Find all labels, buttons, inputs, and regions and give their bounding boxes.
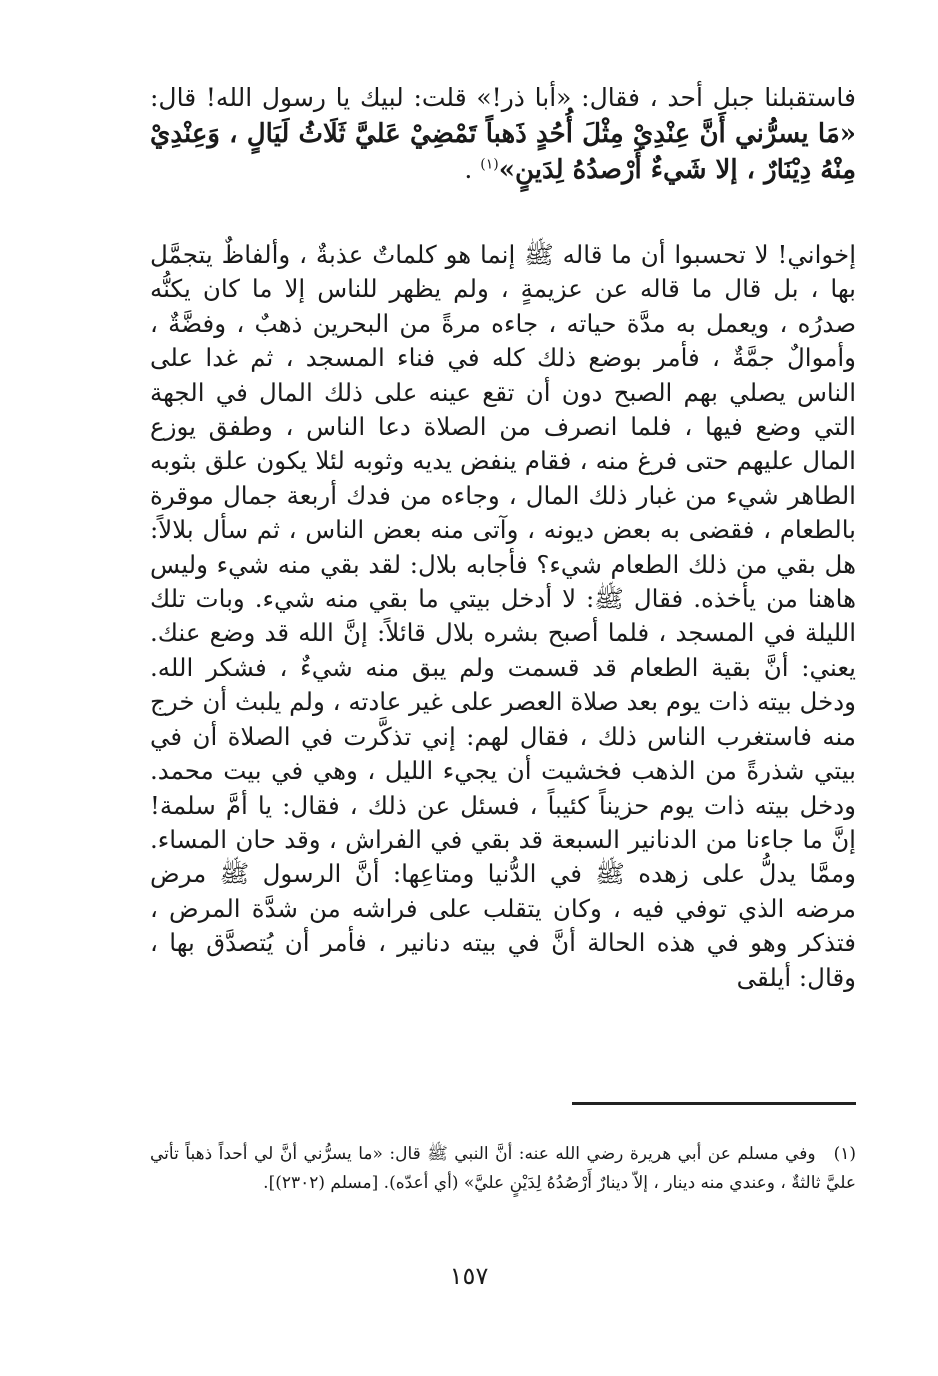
footnote xyxy=(150,1140,856,1198)
body-paragraph: إخواني! لا تحسبوا أن ما قاله ﷺ إنما هو كلماتٌ عذبةٌ ، وألفاظٌ يتجمَّل بها ، بل قال ما قاله عن عزيمةٍ ، ولم يظهر للناس إلا ما كان يكنُّه صدرُه ، ويعمل به مدَّة حياته ، جاءه مرةً من البحرين ذهبٌ ، وفضَّةٌ ، وأموالٌ جمَّةٌ ، فأمر بوضع ذلك كله في فناء المسجد ، ثم غدا على الناس يصلي بهم الصبح دون أن تقع عينه على ذلك المال في الجهة التي وضع فيها ، فلما انصرف من الصلاة دعا الناس ، وطفق يوزع المال عليهم حتى فرغ منه ، فقام ينفض يديه وثوبه لئلا يكون علق بثوبه الطاهر شيء من غبار ذلك المال ، وجاءه من فدك أربعة جمال موقرة بالطعام ، فقضى به بعض ديونه ، وآتى منه بعض الناس ، ثم سأل بلالاً: هل بقي من ذلك الطعام شيء؟ فأجابه بلال: لقد بقي منه شيء وليس هاهنا من يأخذه. فقال ﷺ: لا أدخل بيتي ما بقي منه شيء. وبات تلك الليلة في المسجد ، فلما أصبح بشره بلال قائلاً: إنَّ الله قد وضع عنك. يعني: أنَّ بقية الطعام قد قسمت ولم يبق منه شيءٌ ، فشكر الله. ودخل بيته ذات يوم بعد صلاة العصر على غير عادته ، ولم يلبث أن خرج منه فاستغرب الناس ذلك ، فقال لهم: إني تذكَّرت في الصلاة أن في بيتي شذرةً من الذهب فخشيت أن يجيء الليل ، وهي في بيت محمد. ودخل بيته ذات يوم حزيناً كئيباً ، فسئل عن ذلك ، فقال: يا أمَّ سلمة! إنَّ ما جاءنا من الدنانير السبعة قد بقي في الفراش ، وقد حان المساء. وممَّا يدلُّ على زهده ﷺ في الدُّنيا ومتاعِها: أنَّ الرسول ﷺ مرض مرضه الذي توفي فيه ، وكان يتقلب على فراشه من شدَّة المرض ، فتذكر وهو في هذه الحالة أنَّ في بيته دنانير ، فأمر أن يُتصدَّق بها ، وقال: أيلقى xyxy=(150,240,856,992)
hadith-ending: . xyxy=(464,155,473,184)
page-number: ١٥٧ xyxy=(449,1262,489,1290)
hadith-intro: فاستقبلنا جبل أحد ، فقال: «أبا ذر!» قلت: لبيك يا رسول الله! قال: xyxy=(150,83,856,112)
footnote-text: وفي مسلم عن أبي هريرة رضي الله عنه: أنَّ النبي ﷺ قال: «ما يسرُّني أنَّ لي أحداً ذهباً تأتي عليَّ ثالثةٌ ، وعندي منه دينار ، إلاّ دينارٌ أَرْصُدُهُ لِدَيْنٍ عليَّ» (أي أعدّه). [مسلم (٢٣٠٢)]. xyxy=(150,1144,856,1193)
hadith-quote: «مَا يسرُّني أَنَّ عِنْدِيْ مِثْلَ أُحُدٍ ذَهباً تَمْضِيْ عَليَّ ثَلَاثُ لَيَالٍ ، وَعِنْدِيْ مِنْهُ دِيْنَارٌ ، إلا شَيءٌ أَرْصدُهُ لِدَينٍ» xyxy=(150,119,856,185)
hadith-paragraph xyxy=(150,80,856,188)
footnote-marker: (١) xyxy=(833,1144,856,1164)
footnote-separator xyxy=(572,1102,856,1105)
footnote-reference: (١) xyxy=(480,156,499,173)
